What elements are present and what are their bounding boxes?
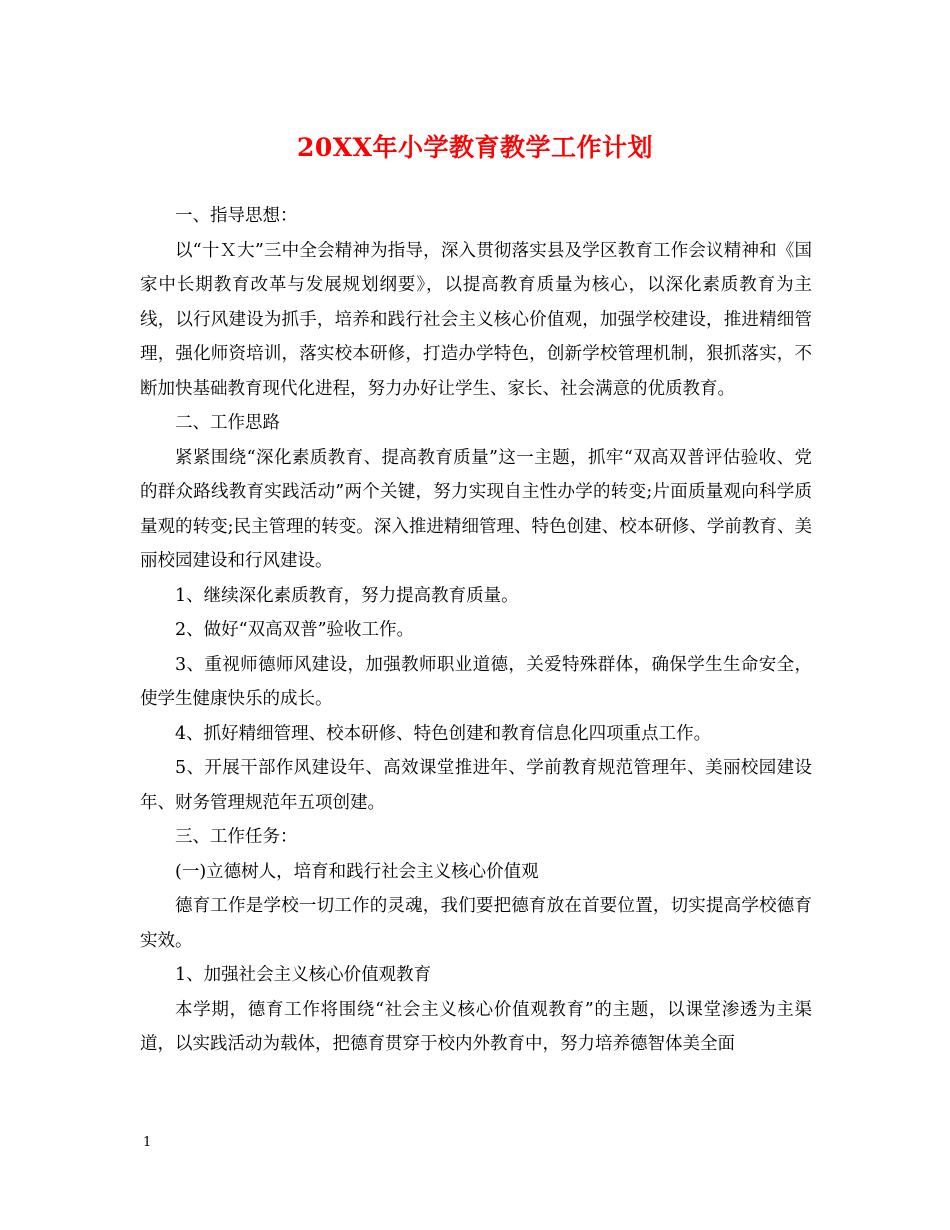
subheading-moral-education: (一)立德树人，培育和践行社会主义核心价值观	[175, 861, 539, 882]
document-title: 20XX年小学教育教学工作计划	[296, 133, 654, 162]
paragraph-work-approach: 紧紧围绕“深化素质教育、提高教育质量”这一主题，抓牢“双高双普评估验收、党的群众路线教育实践活动”两个关键，努力实现自主性办学的转变;片面质量观向科学质量观的转变;民主管理的转变。深入推进精细管理、特色创建、校本研修、学前教育、美丽校园建设和行风建设。	[140, 447, 812, 571]
page-number: 1	[143, 1135, 152, 1150]
document-body	[140, 199, 812, 1062]
paragraph-moral-education: 德育工作是学校一切工作的灵魂，我们要把德育放在首要位置，切实提高学校德育实效。	[140, 896, 812, 951]
heading-work-tasks: 三、工作任务：	[175, 827, 298, 847]
list-item-2: 2、做好“双高双普”验收工作。	[175, 620, 415, 640]
heading-guiding-ideology: 一、指导思想：	[175, 206, 298, 226]
list-item-1: 1、继续深化素质教育，努力提高教育质量。	[175, 585, 519, 606]
list-item-3: 3、重视师德师风建设，加强教师职业道德，关爱特殊群体，确保学生生命安全，使学生健康快乐的成长。	[140, 654, 812, 709]
list-item-4: 4、抓好精细管理、校本研修、特色创建和教育信息化四项重点工作。	[175, 723, 712, 744]
heading-work-approach: 二、工作思路	[175, 413, 280, 433]
list-item-5: 5、开展干部作风建设年、高效课堂推进年、学前教育规范管理年、美丽校园建设年、财务管理规范年五项创建。	[140, 758, 812, 813]
paragraph-core-values: 本学期，德育工作将围绕“社会主义核心价值观教育”的主题，以课堂渗透为主渠道，以实践活动为载体，把德育贯穿于校内外教育中，努力培养德智体美全面	[140, 999, 812, 1054]
subheading-core-values: 1、加强社会主义核心价值观教育	[175, 965, 432, 985]
paragraph-guiding-ideology: 以“十Ｘ大”三中全会精神为指导，深入贯彻落实县及学区教育工作会议精神和《国家中长期教育改革与发展规划纲要》，以提高教育质量为核心，以深化素质教育为主线，以行风建设为抓手，培养和践行社会主义核心价值观，加强学校建设，推进精细管理，强化师资培训，落实校本研修，打造办学特色，创新学校管理机制，狠抓落实，不断加快基础教育现代化进程，努力办好让学生、家长、社会满意的优质教育。	[140, 240, 812, 399]
